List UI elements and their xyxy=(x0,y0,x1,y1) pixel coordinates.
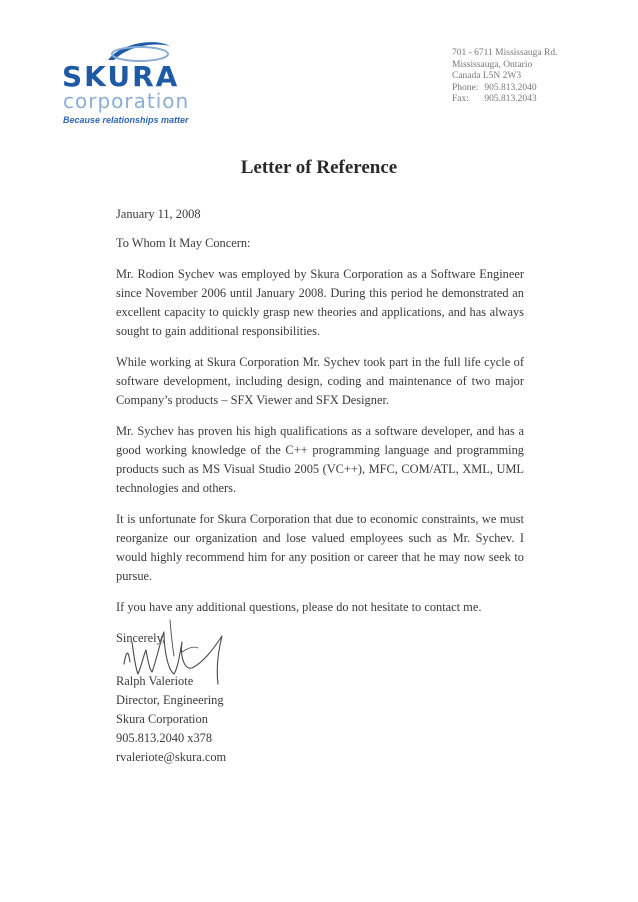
letter-title: Letter of Reference xyxy=(240,157,398,178)
paragraph: While working at Skura Corporation Mr. Sychev took part in the full life cycle of software development, including design, coding and maintenance of two major Company’s products – SFX Viewer and SFX Designer. xyxy=(116,355,524,407)
closing: Sincerely, xyxy=(116,631,166,645)
signer-name: Ralph Valeriote xyxy=(116,674,194,688)
paragraph: It is unfortunate for Skura Corporation that due to economic constraints, we must reorganize our organization and lose valued employees such as Mr. Sychev. I would highly recommend him for any position or career that he may now seek to pursue. xyxy=(116,512,524,583)
signer-company: Skura Corporation xyxy=(116,712,208,726)
address-line: Mississauga, Ontario xyxy=(452,59,533,70)
signer-email: rvaleriote@skura.com xyxy=(116,750,227,764)
brand-tagline: Because relationships matter xyxy=(63,115,189,125)
fax-number: 905.813.2043 xyxy=(484,94,537,104)
fax-line xyxy=(452,94,557,106)
address-line: 701 - 6711 Mississauga Rd. xyxy=(452,48,558,58)
company-address xyxy=(452,48,557,106)
phone-label: Phone: xyxy=(452,82,479,93)
paragraph: Mr. Rodion Sychev was employed by Skura Corporation as a Software Engineer since November 2006 until January 2008. During this period he demonstrated an excellent capacity to quickly grasp new theories and applications, and has always sought to gain additional responsibilities. xyxy=(116,267,524,338)
address-line: Canada L5N 2W3 xyxy=(452,71,522,81)
company-logo xyxy=(62,40,202,125)
signer-phone: 905.813.2040 x378 xyxy=(116,731,213,745)
brand-name: SKURA xyxy=(62,60,180,93)
letter-date: January 11, 2008 xyxy=(116,207,201,221)
paragraph: Mr. Sychev has proven his high qualifications as a software developer, and has a good working knowledge of the C++ programming language and programming products such as MS Visual Studio 2005 (VC++), MFC, COM/ATL, XML, UML technologies and others. xyxy=(116,424,524,495)
phone-number: 905.813.2040 xyxy=(484,82,537,93)
fax-label: Fax: xyxy=(452,94,469,104)
salutation: To Whom It May Concern: xyxy=(116,236,251,250)
signer-role: Director, Engineering xyxy=(116,693,224,707)
phone-line xyxy=(452,83,557,95)
letter-body xyxy=(116,205,524,648)
paragraph: If you have any additional questions, please do not hesitate to contact me. xyxy=(116,600,482,614)
signoff-block xyxy=(116,672,226,767)
brand-subtitle: corporation xyxy=(63,89,190,113)
